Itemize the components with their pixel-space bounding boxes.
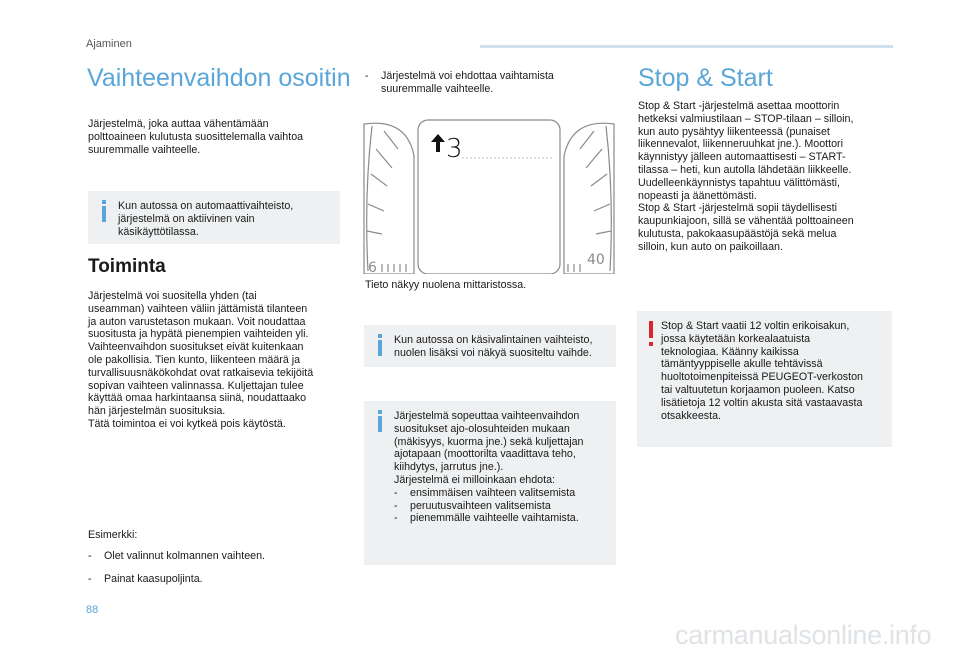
list-item-text: Olet valinnut kolmannen vaihteen. bbox=[104, 550, 266, 562]
dash-bullet: - bbox=[365, 70, 369, 82]
stop-start-paragraph bbox=[638, 100, 898, 254]
text-line: Järjestelmä sopeuttaa vaihteenvaihdon bbox=[394, 410, 580, 422]
text-line: Kun autossa on automaattivaihteisto, bbox=[118, 200, 294, 212]
text-line: hän järjestelmän suosituksia. bbox=[88, 405, 226, 418]
text-line: ole pakollisia. Tien kunto, liikenteen määrä ja bbox=[88, 353, 301, 366]
gear-indicator: 3 bbox=[446, 134, 463, 164]
text-line: kun auto pysähtyy liikenteessä (punaiset bbox=[638, 125, 830, 138]
text-line: Tätä toimintoa ei voi kytkeä pois käytöstä. bbox=[88, 417, 286, 430]
dash-bullet: - bbox=[394, 499, 398, 512]
text-line: tai valtuutetun korjaamon puoleen. Katso bbox=[661, 383, 855, 396]
text-line: teknologiaa. Käänny kaikissa bbox=[661, 345, 799, 358]
info-icon bbox=[373, 410, 387, 432]
instrument-panel-graphic bbox=[362, 116, 616, 274]
text-line: käyttää omaa harkintaansa siinä, noudattaako bbox=[88, 392, 307, 405]
text-line: jossa käytetään korkealaatuista bbox=[661, 332, 811, 345]
text-line: Järjestelmä voi suositella yhden (tai bbox=[88, 290, 257, 302]
dash-bullet: - bbox=[88, 550, 92, 562]
info-icon bbox=[373, 334, 387, 356]
text-line: polttoaineen kulutusta suosittelemalla vaihtoa bbox=[88, 130, 304, 143]
section-heading: Toiminta bbox=[88, 256, 166, 277]
text-line: turvallisuusnäkökohdat ovat ratkaisevia tekijöitä bbox=[88, 366, 314, 379]
text-line: nuolen lisäksi voi näkyä suositeltu vaihde. bbox=[394, 346, 592, 359]
text-line: lisätietoja 12 voltin akusta sitä vastaavasta bbox=[661, 396, 863, 409]
text-line: kaupunkiajoon, sillä se vähentää polttoaineen bbox=[638, 215, 854, 228]
text-line: huoltotoimenpiteissä PEUGEOT-verkoston bbox=[661, 371, 863, 384]
text-line: suositukset ajo-olosuhteiden mukaan bbox=[394, 422, 570, 435]
text-line: tämäntyyppiselle akulle tehtävissä bbox=[661, 358, 823, 371]
figure-caption: Tieto näkyy nuolena mittaristossa. bbox=[365, 279, 527, 291]
text-line: suuremmalle vaihteelle. bbox=[381, 82, 494, 95]
info-note-manual bbox=[364, 325, 616, 367]
list-item bbox=[394, 512, 610, 525]
text-line: Kun autossa on käsivalintainen vaihteisto, bbox=[394, 334, 593, 346]
text-line: nopeasti ja äänettömästi. bbox=[638, 189, 757, 202]
text-line: Stop & Start vaatii 12 voltin erikoisakun, bbox=[661, 320, 850, 332]
info-icon bbox=[97, 200, 111, 222]
warning-exclamation-icon bbox=[647, 321, 655, 347]
text-line: kulutusta, pakokaasupäästöjä sekä melua bbox=[638, 227, 837, 240]
list-item-text: peruutusvaihteen valitsemista bbox=[410, 499, 551, 512]
text-line: kiihdytys, jarrutus jne.). bbox=[394, 461, 504, 474]
operation-paragraph bbox=[88, 290, 348, 431]
stop-start-title: Stop & Start bbox=[638, 64, 773, 92]
text-line: liikennevalot, liikenneruuhkat jne.). Moottori bbox=[638, 138, 843, 151]
text-line: tilassa – heti, kun autolla lähdetään liikkeelle. bbox=[638, 163, 852, 176]
text-line: käsikäyttötilassa. bbox=[118, 225, 199, 238]
list-item bbox=[394, 487, 610, 500]
info-note-automatic bbox=[88, 191, 340, 244]
list-item-text: ensimmäisen vaihteen valitsemista bbox=[410, 486, 576, 499]
list-item bbox=[88, 573, 203, 586]
info-note-adaptation bbox=[364, 401, 616, 565]
speed-mark-right: 40 bbox=[587, 252, 605, 268]
warning-note-battery bbox=[637, 311, 892, 447]
text-line: Stop & Start -järjestelmä asettaa moottorin bbox=[638, 100, 840, 112]
text-line: käynnistyy jälleen automaattisesti – START- bbox=[638, 151, 846, 164]
text-line: useamman) vaihteen väliin jättämistä tilanteen bbox=[88, 302, 308, 315]
text-line: Uudelleenkäynnistys tapahtuu välittömästi, bbox=[638, 176, 840, 189]
text-line: järjestelmä on aktiivinen vain bbox=[118, 212, 255, 225]
text-line: ajotapaan (moottorilta vaadittava teho, bbox=[394, 448, 576, 461]
text-line: Järjestelmä voi ehdottaa vaihtamista bbox=[381, 70, 554, 82]
page-title: Vaihteenvaihdon osoitin bbox=[87, 64, 351, 92]
text-line: hetkeksi valmiustilaan – STOP-tilaan – silloin, bbox=[638, 112, 854, 125]
text-line: suuremmalle vaihteelle. bbox=[88, 143, 201, 156]
speed-mark-left: 6 bbox=[368, 260, 377, 274]
list-item bbox=[88, 550, 265, 563]
list-item-text: Painat kaasupoljinta. bbox=[104, 573, 203, 585]
watermark: carmanualsonline.info bbox=[675, 620, 932, 649]
dash-bullet: - bbox=[394, 512, 398, 525]
text-line: (mäkisyys, kuorma jne.) sekä kuljettajan bbox=[394, 435, 584, 448]
text-line: silloin, kun auto on paikoillaan. bbox=[638, 240, 783, 253]
dash-bullet: - bbox=[394, 486, 398, 499]
text-line: otsakkeesta. bbox=[661, 409, 722, 422]
page-number: 88 bbox=[86, 604, 99, 616]
example-label: Esimerkki: bbox=[88, 529, 138, 541]
text-line: sopivan vaihteen valinnassa. Kuljettajan tulee bbox=[88, 379, 304, 392]
text-line: Järjestelmä, joka auttaa vähentämään bbox=[88, 118, 269, 130]
text-line: suositusta ja hypätä pienempien vaihteiden yli. bbox=[88, 328, 309, 341]
section-label: Ajaminen bbox=[86, 38, 132, 50]
list-item bbox=[394, 500, 610, 513]
header-rule bbox=[480, 45, 893, 48]
list-item-text: pienemmälle vaihteelle vaihtamista. bbox=[410, 512, 579, 525]
text-line: Stop & Start -järjestelmä sopii täydellisesti bbox=[638, 202, 837, 215]
dash-bullet: - bbox=[88, 573, 92, 585]
intro-paragraph bbox=[88, 118, 343, 156]
instrument-panel-illustration bbox=[362, 116, 616, 274]
text-line: Vaihteenvaihdon suositukset eivät kuitenkaan bbox=[88, 341, 304, 354]
text-line: ja auton varustetason mukaan. Voit noudattaa bbox=[88, 315, 306, 328]
text-line: Järjestelmä ei milloinkaan ehdota: bbox=[394, 473, 555, 486]
